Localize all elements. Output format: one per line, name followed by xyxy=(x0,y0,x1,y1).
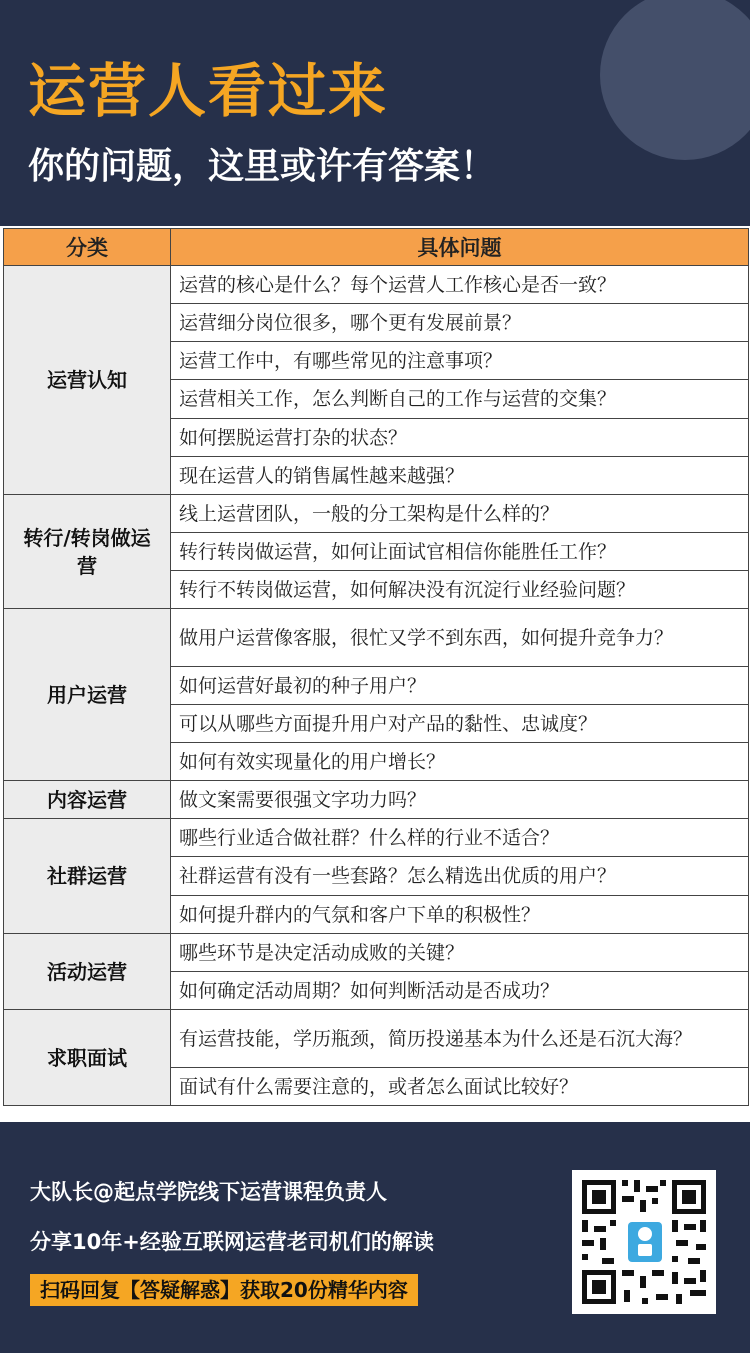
table-row xyxy=(4,495,749,533)
category-cell: 用户运营 xyxy=(4,609,171,781)
question-cell: 做用户运营像客服，很忙又学不到东西，如何提升竞争力？ xyxy=(171,609,749,667)
decorative-circle xyxy=(600,0,750,160)
table-header-row xyxy=(4,229,749,266)
question-cell: 运营细分岗位很多，哪个更有发展前景？ xyxy=(171,304,749,342)
category-cell: 内容运营 xyxy=(4,781,171,819)
footer-author-line: 大队长@起点学院线下运营课程负责人 xyxy=(30,1180,387,1204)
column-header-question: 具体问题 xyxy=(171,229,749,266)
category-cell: 求职面试 xyxy=(4,1010,171,1106)
table-row xyxy=(4,1010,749,1068)
category-cell: 活动运营 xyxy=(4,934,171,1010)
question-cell: 转行转岗做运营，如何让面试官相信你能胜任工作？ xyxy=(171,533,749,571)
page-title: 运营人看过来 xyxy=(28,57,389,125)
question-cell: 如何确定活动周期？如何判断活动是否成功？ xyxy=(171,972,749,1010)
question-cell: 有运营技能，学历瓶颈，简历投递基本为什么还是石沉大海？ xyxy=(171,1010,749,1068)
header xyxy=(0,0,750,226)
page-subtitle: 你的问题，这里或许有答案！ xyxy=(28,146,497,187)
question-cell: 如何有效实现量化的用户增长？ xyxy=(171,743,749,781)
question-cell: 如何提升群内的气氛和客户下单的积极性？ xyxy=(171,896,749,934)
question-cell: 现在运营人的销售属性越来越强？ xyxy=(171,457,749,495)
question-cell: 面试有什么需要注意的，或者怎么面试比较好？ xyxy=(171,1068,749,1106)
question-cell: 线上运营团队，一般的分工架构是什么样的？ xyxy=(171,495,749,533)
question-cell: 运营的核心是什么？每个运营人工作核心是否一致？ xyxy=(171,266,749,304)
table-row xyxy=(4,609,749,667)
category-cell: 社群运营 xyxy=(4,819,171,934)
table-row xyxy=(4,266,749,304)
footer-share-line: 分享10年+经验互联网运营老司机们的解读 xyxy=(30,1230,434,1254)
question-cell: 转行不转岗做运营，如何解决没有沉淀行业经验问题？ xyxy=(171,571,749,609)
question-cell: 可以从哪些方面提升用户对产品的黏性、忠诚度？ xyxy=(171,705,749,743)
faq-table xyxy=(3,228,749,1106)
footer xyxy=(0,1122,750,1353)
question-cell: 哪些环节是决定活动成败的关键？ xyxy=(171,934,749,972)
table-row xyxy=(4,934,749,972)
category-cell: 转行/转岗做运营 xyxy=(4,495,171,609)
question-cell: 做文案需要很强文字功力吗？ xyxy=(171,781,749,819)
question-cell: 运营工作中，有哪些常见的注意事项？ xyxy=(171,342,749,380)
table-row xyxy=(4,781,749,819)
question-cell: 社群运营有没有一些套路？怎么精选出优质的用户？ xyxy=(171,857,749,896)
question-cell: 如何摆脱运营打杂的状态？ xyxy=(171,419,749,457)
category-cell: 运营认知 xyxy=(4,266,171,495)
column-header-category: 分类 xyxy=(4,229,171,266)
qr-code-graphic xyxy=(572,1170,716,1314)
question-cell: 如何运营好最初的种子用户？ xyxy=(171,667,749,705)
question-cell: 哪些行业适合做社群？什么样的行业不适合？ xyxy=(171,819,749,857)
question-cell: 运营相关工作，怎么判断自己的工作与运营的交集？ xyxy=(171,380,749,419)
footer-cta-banner: 扫码回复【答疑解惑】获取20份精华内容 xyxy=(30,1274,418,1306)
qr-code-icon[interactable] xyxy=(572,1170,716,1314)
faq-table-container xyxy=(0,226,750,1122)
table-row xyxy=(4,819,749,857)
table-body xyxy=(4,266,749,1106)
